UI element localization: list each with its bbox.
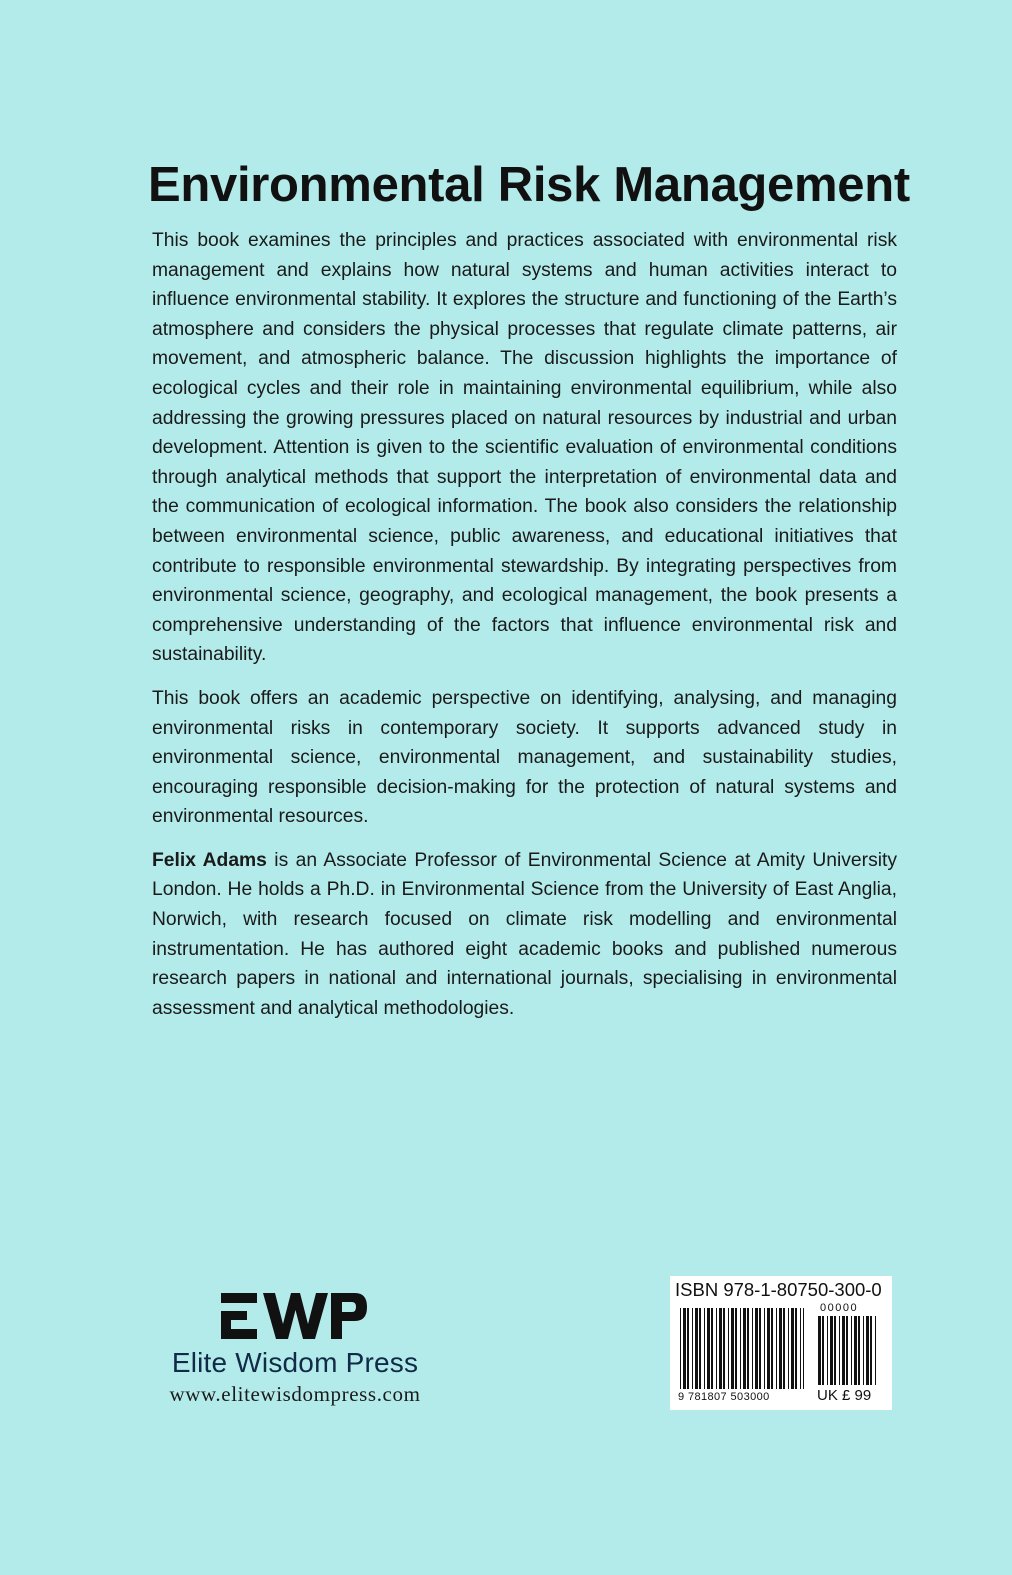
description-paragraph: This book examines the principles and practices associated with environmental risk management and explains how natural systems and human activities interact to influence environmental stability. It explores the structure and functioning of the Earth’s atmosphere and considers the physical processes that regulate climate patterns, air movement, and atmospheric balance. The discussion highlights the importance of ecological cycles and their role in maintaining environmental equilibrium, while also addressing the growing pressures placed on natural resources by industrial and urban development. Attention is given to the scientific evaluation of environmental conditions through analytical methods that support the interpretation of environmental data and the communication of ecological information. The book also considers the relationship between environmental science, public awareness, and educational initiatives that contribute to responsible environmental stewardship. By integrating perspectives from environmental science, geography, and ecological management, the book presents a comprehensive understanding of the factors that influence environmental risk and sustainability.	[152, 230, 897, 666]
barcode-bar	[827, 1316, 828, 1385]
publisher-url: www.elitewisdompress.com	[169, 1382, 421, 1406]
barcode-bar	[719, 1308, 722, 1389]
barcode-bar	[776, 1308, 777, 1389]
barcode-bar	[723, 1308, 725, 1389]
barcode-bar	[846, 1316, 848, 1385]
isbn-barcode	[670, 1276, 892, 1410]
book-title: Environmental Risk Management	[148, 158, 910, 212]
barcode-bar	[858, 1316, 860, 1385]
price-label: UK £ 99	[817, 1387, 872, 1404]
barcode-bar	[728, 1308, 729, 1389]
barcode-bar	[743, 1308, 746, 1389]
barcode-bar	[692, 1308, 693, 1389]
barcode-bar	[687, 1308, 689, 1389]
barcode-bar	[842, 1316, 845, 1385]
barcode-bar	[695, 1308, 698, 1389]
back-cover-text	[152, 226, 897, 1037]
barcode-bar	[854, 1316, 857, 1385]
barcode-bar	[731, 1308, 734, 1389]
description-paragraph: This book offers an academic perspective on identifying, analysing, and managing environmental risks in contemporary society. It supports advanced study in environmental science, environmental management, and sustainability studies, encouraging responsible decision-making for the protection of natural systems and environmental resources.	[152, 687, 897, 828]
barcode-bar	[875, 1316, 876, 1385]
barcode-bar	[683, 1308, 686, 1389]
barcode-bar	[866, 1316, 869, 1385]
barcode-bar	[803, 1308, 804, 1389]
barcode-digits: 9 781807 503000	[678, 1391, 770, 1403]
barcode-bar	[740, 1308, 741, 1389]
barcode-bar	[735, 1308, 737, 1389]
barcode-bar	[839, 1316, 840, 1385]
barcode-bar	[783, 1308, 785, 1389]
barcode-bar	[707, 1308, 710, 1389]
barcode-bar	[764, 1308, 765, 1389]
author-bio-text: is an Associate Professor of Environmental Science at Amity University London. He holds a Ph.D. in Environmental Science from the University of East Anglia, Norwich, with research focused on climate risk modelling and environmental instrumentation. He has authored eight academic books and published numerous research papers in national and international journals, specialising in environmental assessment and analytical methodologies.	[152, 849, 897, 1019]
barcode-bar	[830, 1316, 833, 1385]
publisher-logo-block	[150, 1290, 440, 1408]
barcode-bar	[755, 1308, 758, 1389]
author-name: Felix Adams	[152, 849, 267, 871]
barcode-bar	[795, 1308, 797, 1389]
barcode-bar	[759, 1308, 761, 1389]
barcode-bar	[818, 1316, 821, 1385]
publisher-name: Elite Wisdom Press	[171, 1347, 419, 1378]
barcode-bar	[822, 1316, 824, 1385]
barcode-bar	[767, 1308, 770, 1389]
barcode-bar	[779, 1308, 782, 1389]
publisher-logo	[221, 1290, 369, 1342]
barcode-bar	[834, 1316, 836, 1385]
barcode-bar	[716, 1308, 717, 1389]
barcode-bar	[680, 1308, 681, 1389]
barcode-bar	[870, 1316, 872, 1385]
barcode-bar	[771, 1308, 773, 1389]
barcode-bar	[704, 1308, 705, 1389]
barcode-bar	[863, 1316, 864, 1385]
author-bio	[152, 846, 897, 1024]
barcode-addon-digits: 00000	[820, 1302, 859, 1314]
barcode-bar	[752, 1308, 753, 1389]
barcode-bar	[788, 1308, 789, 1389]
barcode-bar	[747, 1308, 749, 1389]
barcode-bar	[699, 1308, 701, 1389]
isbn-label: ISBN 978-1-80750-300-0	[675, 1279, 882, 1300]
barcode-bar	[800, 1308, 801, 1389]
barcode-bar	[791, 1308, 794, 1389]
barcode-bar	[851, 1316, 852, 1385]
barcode-bar	[711, 1308, 713, 1389]
